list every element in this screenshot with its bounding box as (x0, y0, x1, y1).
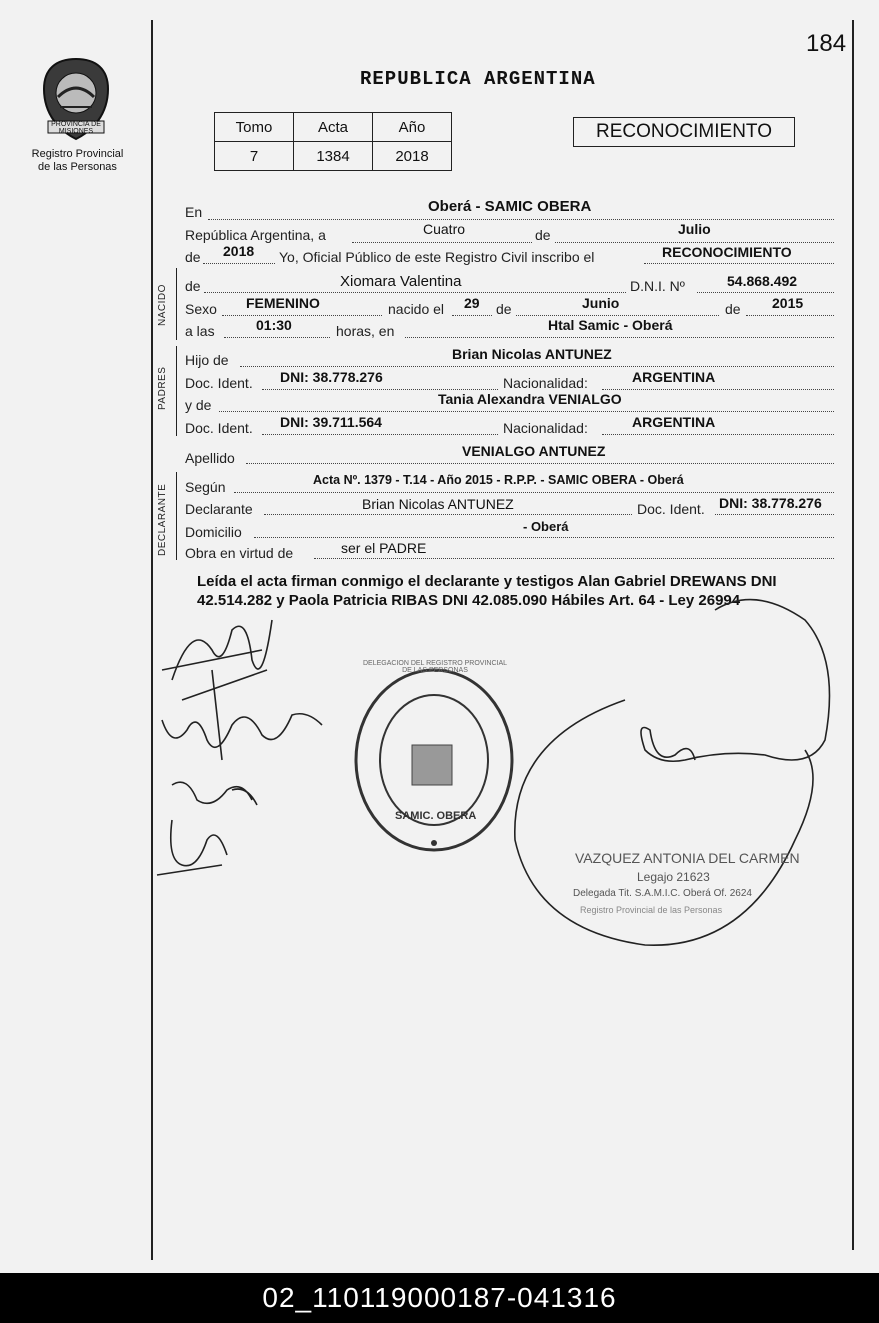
padres-bracket (176, 346, 177, 436)
label-horas: horas, en (336, 323, 395, 339)
seal-text: PROVINCIA DE MISIONES (51, 121, 101, 135)
page-number: 184 (806, 30, 847, 57)
header-acta: Acta (294, 113, 373, 142)
document-title: REPUBLICA ARGENTINA (360, 68, 596, 90)
line-madre (219, 411, 834, 413)
label-de-year: de (185, 249, 201, 265)
registry-name-line1: Registro Provincial (31, 148, 124, 160)
value-dni: 54.868.492 (727, 273, 798, 289)
label-y-de: y de (185, 397, 212, 413)
value-lugar: Oberá - SAMIC OBERA (428, 198, 592, 215)
value-anio: 2018 (373, 142, 452, 171)
value-tomo: 7 (215, 142, 294, 171)
value-madre: Tania Alexandra VENIALGO (438, 391, 622, 407)
label-de-nombre: de (185, 278, 201, 294)
value-declarante-dni: DNI: 38.778.276 (719, 495, 822, 511)
label-domicilio: Domicilio (185, 524, 242, 540)
line-segun (234, 492, 834, 494)
line-declarante-dni (715, 514, 834, 516)
value-padre-dni: DNI: 38.778.276 (280, 369, 383, 385)
line-lugar-nac (405, 337, 834, 339)
line-apellido (246, 463, 834, 465)
value-hora: 01:30 (256, 317, 292, 333)
record-table (214, 112, 452, 171)
value-nac-anio: 2015 (772, 295, 804, 311)
side-label-nacido: NACIDO (157, 284, 168, 326)
label-nacido: nacido el (388, 301, 445, 317)
label-doc-ident2: Doc. Ident. (185, 420, 253, 436)
officer-role: Delegada Tit. S.A.M.I.C. Oberá Of. 2624 (573, 888, 752, 899)
document-id-bar: 02_110119000187-041316 (0, 1273, 879, 1323)
side-label-padres: PADRES (157, 366, 168, 410)
line-domicilio (254, 537, 834, 539)
line-obra (314, 558, 834, 560)
witness-signatures (152, 610, 342, 890)
line-padre-nac (602, 389, 834, 391)
line-padre (240, 366, 834, 368)
value-nac-dia: 29 (464, 295, 480, 311)
line-declarante (264, 514, 632, 516)
officer-registry: Registro Provincial de las Personas (580, 905, 723, 915)
value-nac-mes: Junio (582, 295, 620, 311)
label-dni: D.N.I. Nº (630, 278, 685, 294)
label-de1: de (496, 301, 512, 317)
line-hora (224, 337, 330, 339)
label-nacionalidad1: Nacionalidad: (503, 375, 588, 391)
line-nac-dia (452, 315, 492, 317)
value-mes: Julio (678, 221, 711, 237)
stamp-bottom-text: SAMIC. OBERA (395, 810, 477, 822)
label-apellido: Apellido (185, 450, 235, 466)
header-anio: Año (373, 113, 452, 142)
value-madre-dni: DNI: 39.711.564 (280, 414, 382, 430)
label-republica: República Argentina, a (185, 227, 326, 243)
value-segun: Acta Nº. 1379 - T.14 - Año 2015 - R.P.P. - SAMIC OBERA - Oberá (313, 473, 684, 487)
value-dia: Cuatro (423, 221, 466, 237)
registry-stamp (352, 665, 517, 855)
label-de2: de (725, 301, 741, 317)
value-madre-nac: ARGENTINA (632, 414, 716, 430)
line-nac-anio (746, 315, 834, 317)
registry-name-line2: de las Personas (38, 161, 117, 173)
stamp-ring-text: DELEGACION DEL REGISTRO PROVINCIAL DE LAS PERSONAS (362, 660, 508, 674)
label-a-las: a las (185, 323, 215, 339)
line-nombre (204, 292, 626, 294)
closing-statement: Leída el acta firman conmigo el declarante y testigos Alan Gabriel DREWANS DNI 42.514.282 y Paola Patricia RIBAS DNI 42.085.090 Hábiles Art. 64 - Ley 26994 (197, 573, 777, 609)
line-dia (352, 242, 532, 244)
label-doc-ident1: Doc. Ident. (185, 375, 253, 391)
value-sexo: FEMENINO (246, 295, 320, 311)
line-dni (697, 292, 834, 294)
label-de-month: de (535, 227, 551, 243)
label-hijo-de: Hijo de (185, 352, 229, 368)
value-domicilio: - Oberá (523, 519, 569, 534)
label-sexo: Sexo (185, 301, 217, 317)
line-madre-nac (602, 434, 834, 436)
line-sexo (222, 315, 382, 317)
nacido-bracket (176, 268, 177, 340)
record-type-box: RECONOCIMIENTO (573, 117, 795, 147)
value-apellido: VENIALGO ANTUNEZ (462, 443, 606, 459)
label-oficial: Yo, Oficial Público de este Registro Civil inscribo el (279, 249, 595, 265)
line-tipo (644, 263, 834, 265)
label-segun: Según (185, 479, 226, 495)
value-lugar-nac: Htal Samic - Oberá (548, 317, 673, 333)
value-declarante: Brian Nicolas ANTUNEZ (362, 496, 514, 512)
label-obra: Obra en virtud de (185, 545, 294, 561)
label-doc-ident3: Doc. Ident. (637, 501, 705, 517)
label-nacionalidad2: Nacionalidad: (503, 420, 588, 436)
value-padre: Brian Nicolas ANTUNEZ (452, 346, 612, 362)
officer-legajo: Legajo 21623 (637, 870, 710, 884)
header-tomo: Tomo (215, 113, 294, 142)
label-en: En (185, 204, 203, 220)
value-acta: 1384 (294, 142, 373, 171)
value-padre-nac: ARGENTINA (632, 369, 716, 385)
line-madre-dni (262, 434, 498, 436)
label-declarante: Declarante (185, 501, 253, 517)
right-margin-line (852, 20, 854, 1250)
value-obra: ser el PADRE (341, 540, 427, 556)
line-anio (203, 263, 275, 265)
value-anio: 2018 (223, 243, 255, 259)
officer-signature (505, 590, 845, 980)
officer-name: VAZQUEZ ANTONIA DEL CARMEN (575, 850, 800, 866)
value-nombre: Xiomara Valentina (340, 273, 462, 290)
value-tipo: RECONOCIMIENTO (662, 244, 792, 260)
line-en (208, 219, 834, 221)
side-label-declarante: DECLARANTE (157, 483, 168, 556)
declarante-bracket (176, 472, 177, 560)
